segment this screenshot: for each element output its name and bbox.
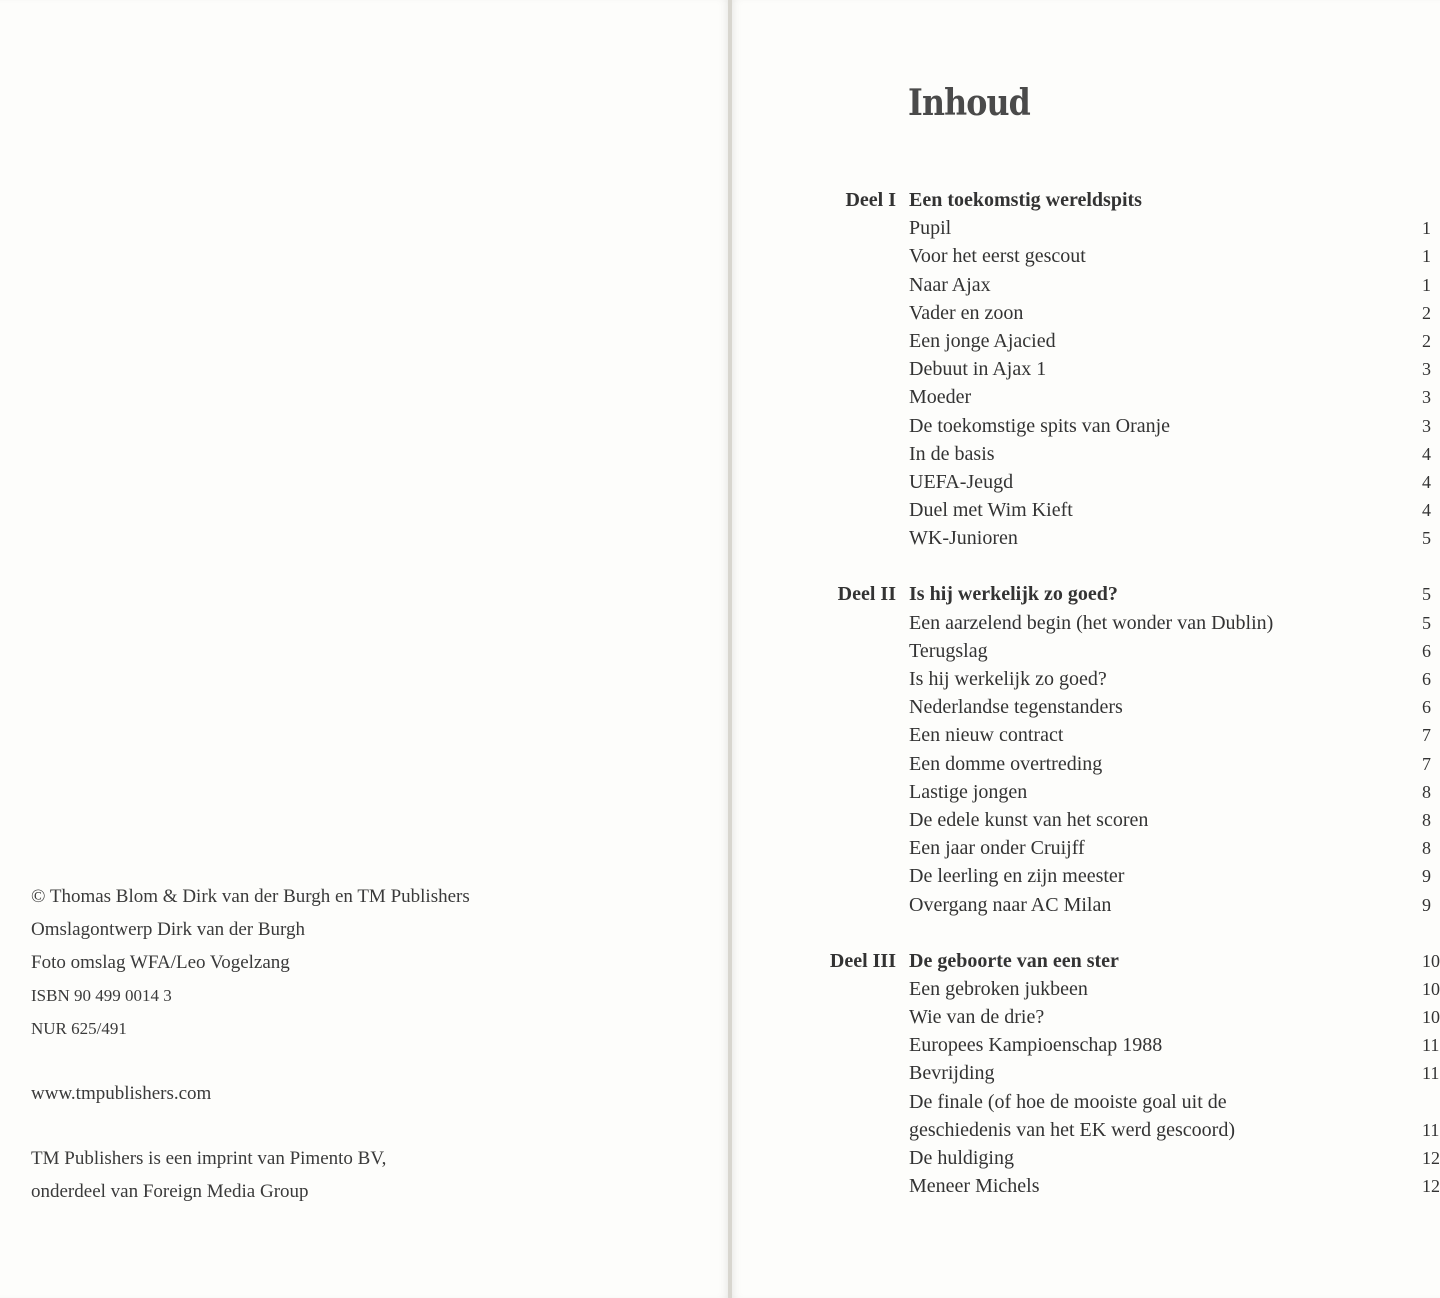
toc-entry-title: In de basis bbox=[909, 442, 995, 465]
toc-title: Inhoud bbox=[908, 82, 1030, 124]
toc-part-heading bbox=[732, 580, 1440, 608]
toc-entry bbox=[732, 721, 1440, 749]
toc-page-number: 9 bbox=[1422, 894, 1431, 915]
toc-entry bbox=[732, 242, 1440, 270]
toc-entry-title: Een jaar onder Cruijff bbox=[909, 837, 1085, 860]
toc-part-label: Deel II bbox=[837, 583, 896, 606]
imprint-line: TM Publishers is een imprint van Pimento BV, bbox=[31, 1148, 387, 1169]
toc-entry-title: Debuut in Ajax 1 bbox=[909, 358, 1047, 381]
toc-part bbox=[732, 186, 1440, 552]
toc-entry bbox=[732, 383, 1440, 411]
toc-entry-title: Europees Kampioenschap 1988 bbox=[909, 1034, 1163, 1057]
toc-entry-title: geschiedenis van het EK werd gescoord) bbox=[909, 1118, 1235, 1141]
toc-entry bbox=[732, 975, 1440, 1003]
toc-entry-title: De edele kunst van het scoren bbox=[909, 808, 1149, 831]
toc-page-number: 8 bbox=[1422, 781, 1431, 802]
toc-page-number: 6 bbox=[1422, 697, 1431, 718]
toc-page-number: 10 bbox=[1422, 1007, 1440, 1028]
toc-page-number: 11 bbox=[1422, 1119, 1440, 1140]
toc-entry bbox=[732, 496, 1440, 524]
toc-page-number: 10 bbox=[1422, 950, 1440, 971]
toc-entry bbox=[732, 327, 1440, 355]
toc-entry-title: Lastige jongen bbox=[909, 780, 1028, 803]
toc-page-number: 5 bbox=[1422, 612, 1431, 633]
toc-entry-title: De toekomstige spits van Oranje bbox=[909, 414, 1171, 437]
table-of-contents bbox=[732, 186, 1440, 1228]
toc-entry bbox=[732, 778, 1440, 806]
toc-entry-title: WK-Junioren bbox=[909, 527, 1018, 550]
toc-page-number: 1 bbox=[1422, 246, 1431, 267]
toc-entry bbox=[732, 862, 1440, 890]
toc-page-number: 10 bbox=[1422, 978, 1440, 999]
toc-entry-title: Nederlandse tegenstanders bbox=[909, 696, 1123, 719]
toc-page-number: 3 bbox=[1422, 359, 1431, 380]
toc-page-number: 4 bbox=[1422, 500, 1431, 521]
toc-page-number: 8 bbox=[1422, 838, 1431, 859]
cover-photo-line: Foto omslag WFA/Leo Vogelzang bbox=[31, 952, 290, 973]
toc-entry bbox=[732, 1003, 1440, 1031]
toc-page-number: 5 bbox=[1422, 528, 1431, 549]
toc-entry bbox=[732, 693, 1440, 721]
toc-entry-title: Een jonge Ajacied bbox=[909, 329, 1056, 352]
toc-page-number: 4 bbox=[1422, 471, 1431, 492]
toc-part-heading bbox=[732, 947, 1440, 975]
toc-entry-title: Wie van de drie? bbox=[909, 1006, 1045, 1029]
toc-entry bbox=[732, 637, 1440, 665]
toc-entry-title: Moeder bbox=[909, 386, 972, 409]
toc-entry-title: Vader en zoon bbox=[909, 301, 1024, 324]
toc-page-number: 5 bbox=[1422, 584, 1431, 605]
toc-entry bbox=[732, 440, 1440, 468]
toc-page-number: 9 bbox=[1422, 866, 1431, 887]
toc-entry-title: Meneer Michels bbox=[909, 1175, 1040, 1198]
toc-entry-title: UEFA-Jeugd bbox=[909, 470, 1014, 493]
toc-entry-title: De leerling en zijn meester bbox=[909, 865, 1125, 888]
toc-entry bbox=[732, 1172, 1440, 1200]
toc-entry-title: De finale (of hoe de mooiste goal uit de bbox=[909, 1090, 1227, 1113]
toc-page-number: 2 bbox=[1422, 302, 1431, 323]
toc-page-number: 11 bbox=[1422, 1035, 1440, 1056]
publisher-website: www.tmpublishers.com bbox=[31, 1083, 212, 1104]
toc-page-number: 12 bbox=[1422, 1176, 1440, 1197]
toc-entry-title: Pupil bbox=[909, 217, 952, 240]
toc-entry-title: Bevrijding bbox=[909, 1062, 995, 1085]
toc-entry bbox=[732, 524, 1440, 552]
toc-entry bbox=[732, 891, 1440, 919]
toc-entry bbox=[732, 834, 1440, 862]
toc-page-number: 3 bbox=[1422, 415, 1431, 436]
toc-entry-title: Terugslag bbox=[909, 639, 988, 662]
right-page bbox=[732, 0, 1440, 1298]
toc-part-title: De geboorte van een ster bbox=[909, 949, 1119, 972]
toc-entry bbox=[732, 412, 1440, 440]
toc-part bbox=[732, 947, 1440, 1201]
toc-part-title: Een toekomstig wereldspits bbox=[909, 189, 1142, 211]
toc-page-number: 2 bbox=[1422, 330, 1431, 351]
media-group-line: onderdeel van Foreign Media Group bbox=[31, 1181, 309, 1202]
toc-part-label: Deel III bbox=[829, 949, 896, 972]
toc-page-number: 4 bbox=[1422, 443, 1431, 464]
toc-part bbox=[732, 580, 1440, 918]
nur-line: NUR 625/491 bbox=[31, 1019, 127, 1038]
cover-design-line: Omslagontwerp Dirk van der Burgh bbox=[31, 919, 306, 940]
toc-entry-title: Naar Ajax bbox=[909, 273, 991, 296]
toc-page-number: 8 bbox=[1422, 809, 1431, 830]
isbn-line: ISBN 90 499 0014 3 bbox=[31, 986, 172, 1005]
toc-entry bbox=[732, 806, 1440, 834]
toc-entry bbox=[732, 355, 1440, 383]
toc-entry-title: Een aarzelend begin (het wonder van Dublin) bbox=[909, 611, 1274, 634]
toc-entry bbox=[732, 1144, 1440, 1172]
toc-entry-title: Voor het eerst gescout bbox=[909, 245, 1086, 268]
toc-page-number: 11 bbox=[1422, 1063, 1440, 1084]
toc-page-number: 12 bbox=[1422, 1148, 1440, 1168]
toc-entry bbox=[732, 609, 1440, 637]
toc-entry-title: Overgang naar AC Milan bbox=[909, 893, 1112, 916]
toc-page-number: 1 bbox=[1422, 274, 1431, 295]
toc-entry bbox=[732, 468, 1440, 496]
toc-entry-title: Is hij werkelijk zo goed? bbox=[909, 668, 1107, 690]
toc-entry bbox=[732, 214, 1440, 242]
toc-entry bbox=[732, 1059, 1440, 1087]
copyright-line: © Thomas Blom & Dirk van der Burgh en TM Publishers bbox=[31, 886, 470, 907]
toc-entry-title: Een nieuw contract bbox=[909, 724, 1064, 747]
toc-part-heading bbox=[732, 186, 1440, 214]
toc-entry bbox=[732, 665, 1440, 693]
colophon bbox=[31, 880, 470, 1208]
toc-part-title: Is hij werkelijk zo goed? bbox=[909, 583, 1118, 606]
toc-page-number: 7 bbox=[1422, 725, 1431, 746]
toc-part-label: Deel I bbox=[845, 189, 896, 211]
toc-page-number: 1 bbox=[1422, 218, 1431, 239]
toc-entry-title: Een gebroken jukbeen bbox=[909, 977, 1088, 1000]
toc-page-number: 3 bbox=[1422, 387, 1431, 408]
toc-page-number: 7 bbox=[1422, 753, 1431, 774]
toc-entry-title: De huldiging bbox=[909, 1147, 1014, 1169]
toc-entry-title: Een domme overtreding bbox=[909, 752, 1103, 775]
toc-entry bbox=[732, 299, 1440, 327]
toc-entry bbox=[732, 1088, 1440, 1116]
toc-entry bbox=[732, 1031, 1440, 1059]
toc-entry bbox=[732, 1116, 1440, 1144]
toc-entry bbox=[732, 750, 1440, 778]
toc-entry-title: Duel met Wim Kieft bbox=[909, 499, 1073, 522]
toc-page-number: 6 bbox=[1422, 669, 1431, 689]
toc-entry bbox=[732, 271, 1440, 299]
toc-page-number: 6 bbox=[1422, 640, 1431, 661]
